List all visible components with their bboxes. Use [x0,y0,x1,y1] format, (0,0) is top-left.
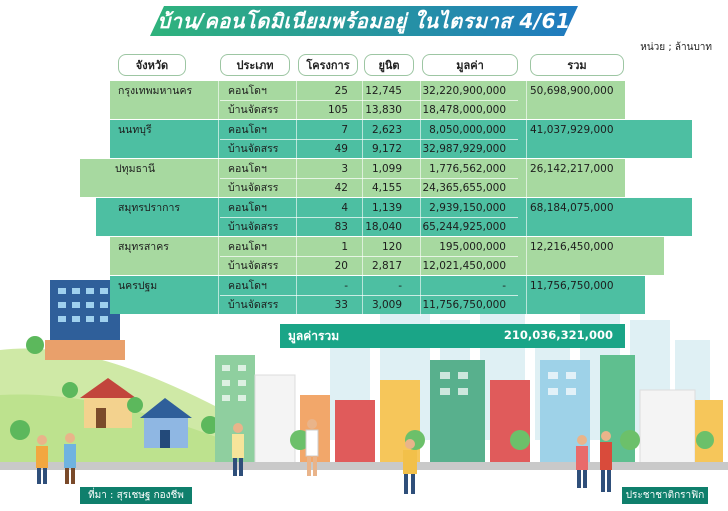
province-name: สมุทรสาคร [118,241,169,253]
type-cell: บ้านจัดสรร [228,143,279,155]
units-cell: 9,172 [371,143,402,155]
type-cell: คอนโดฯ [228,280,267,292]
province-total: 68,184,075,000 [530,202,614,214]
value-cell: 65,244,925,000 [422,221,506,233]
header-projects: โครงการ [298,54,358,76]
units-cell: 120 [381,241,402,253]
projects-cell: - [344,280,348,292]
value-cell: 24,365,655,000 [422,182,506,194]
projects-cell: 33 [334,299,348,311]
units-cell: 1,139 [371,202,402,214]
projects-cell: 3 [341,163,348,175]
units-cell: 4,155 [371,182,402,194]
province-name: นนทบุรี [118,124,152,136]
province-name: ปทุมธานี [115,163,155,175]
units-cell: - [398,280,402,292]
type-cell: บ้านจัดสรร [228,221,279,233]
header-total: รวม [530,54,624,76]
projects-cell: 20 [334,260,348,272]
province-name: กรุงเทพมหานคร [118,85,193,97]
column-divider [526,54,527,316]
projects-cell: 105 [327,104,348,116]
province-name: สมุทรปราการ [118,202,180,214]
credit-badge: ประชาชาติกราฟิก [622,487,708,504]
type-cell: คอนโดฯ [228,241,267,253]
type-cell: คอนโดฯ [228,124,267,136]
units-cell: 12,745 [365,85,402,97]
value-cell: 11,756,750,000 [422,299,506,311]
projects-cell: 7 [341,124,348,136]
province-name: นครปฐม [118,280,158,292]
projects-cell: 1 [341,241,348,253]
type-cell: คอนโดฯ [228,163,267,175]
projects-cell: 42 [334,182,348,194]
grand-total-value: 210,036,321,000 [503,328,613,342]
type-cell: คอนโดฯ [228,202,267,214]
projects-cell: 4 [341,202,348,214]
header-units: ยูนิต [364,54,414,76]
value-cell: 1,776,562,000 [429,163,506,175]
projects-cell: 83 [334,221,348,233]
unit-note: หน่วย ; ล้านบาท [640,42,712,53]
value-cell: 2,939,150,000 [429,202,506,214]
province-total: 11,756,750,000 [530,280,614,292]
province-total: 41,037,929,000 [530,124,614,136]
units-cell: 1,099 [371,163,402,175]
value-cell: 32,220,900,000 [422,85,506,97]
value-cell: - [502,280,506,292]
header-province: จังหวัด [118,54,186,76]
units-cell: 3,009 [371,299,402,311]
units-cell: 2,623 [371,124,402,136]
source-note: ที่มา : สุรเชษฐ กองชีพ [80,487,192,504]
units-cell: 18,040 [365,221,402,233]
province-total: 26,142,217,000 [530,163,614,175]
grand-total-label: มูลค่ารวม [288,329,340,343]
type-cell: บ้านจัดสรร [228,299,279,311]
page-title: บ้าน/คอนโดมิเนียมพร้อมอยู่ ในไตรมาส 4/61 [157,9,571,33]
type-cell: บ้านจัดสรร [228,260,279,272]
type-cell: บ้านจัดสรร [228,104,279,116]
units-cell: 2,817 [371,260,402,272]
province-total: 50,698,900,000 [530,85,614,97]
province-total: 12,216,450,000 [530,241,614,253]
value-cell: 8,050,000,000 [429,124,506,136]
grand-total-bar [280,324,625,348]
value-cell: 18,478,000,000 [422,104,506,116]
projects-cell: 49 [334,143,348,155]
header-type: ประเภท [220,54,290,76]
type-cell: คอนโดฯ [228,85,267,97]
type-cell: บ้านจัดสรร [228,182,279,194]
value-cell: 32,987,929,000 [422,143,506,155]
value-cell: 12,021,450,000 [422,260,506,272]
header-value: มูลค่า [422,54,518,76]
projects-cell: 25 [334,85,348,97]
value-cell: 195,000,000 [439,241,506,253]
units-cell: 13,830 [365,104,402,116]
